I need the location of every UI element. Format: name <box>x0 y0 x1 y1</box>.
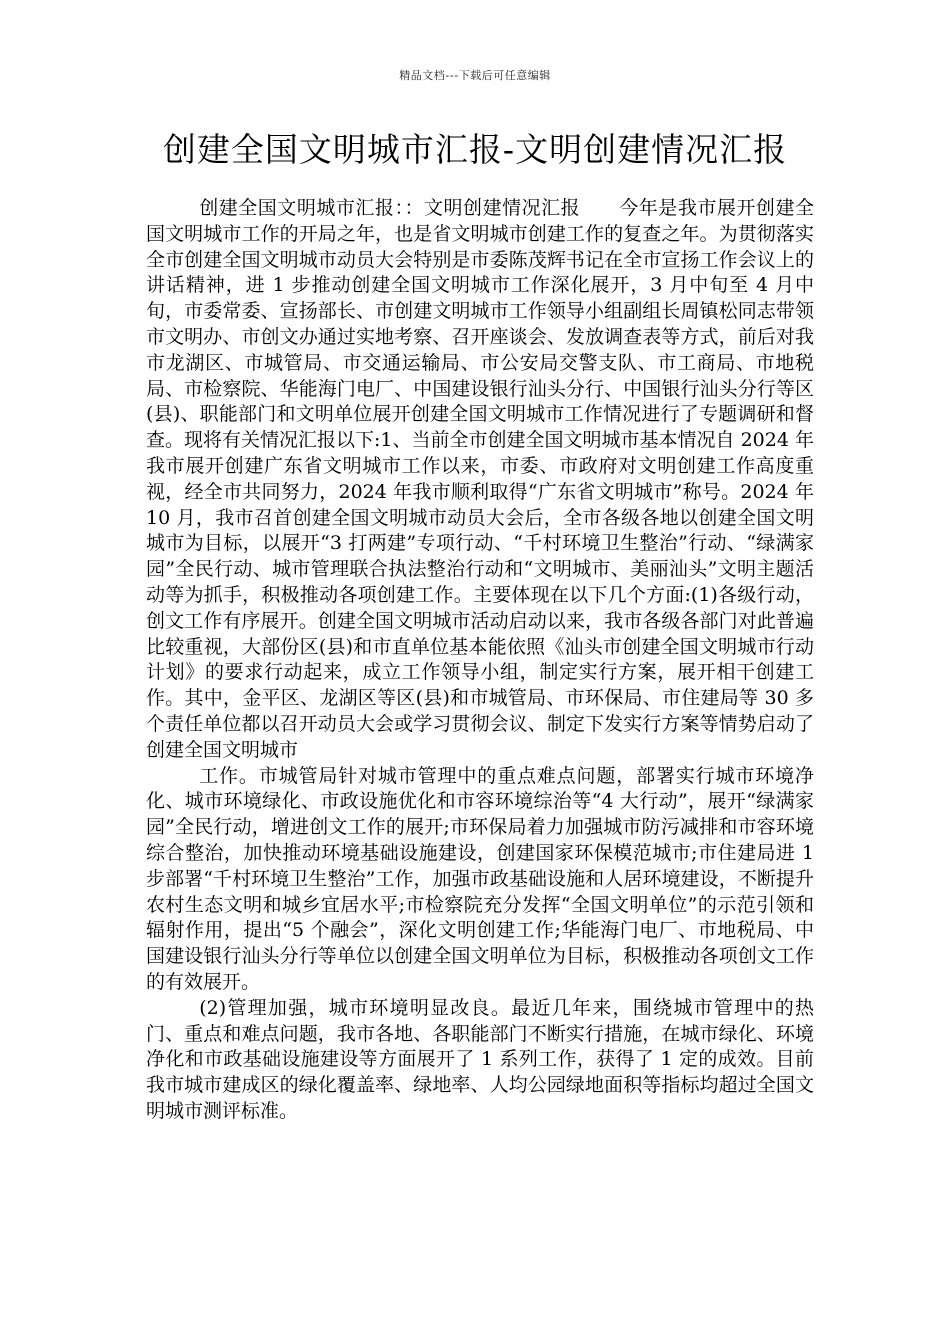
body-paragraph: (2)管理加强，城市环境明显改良。最近几年来，围绕城市管理中的热门、重点和难点问题，我市各地、各职能部门不断实行措施，在城市绿化、环境净化和市政基础设施建设等方面展开了 1 系列工作，获得了 1 定的成效。目前我市城市建成区的绿化覆盖率、绿地率、人均公园绿地面积等指标均超过全国文明城市测评标准。 <box>146 996 814 1122</box>
document-body <box>146 196 814 1125</box>
header-note: 精品文档---下载后可任意编辑 <box>399 69 551 82</box>
body-paragraph: 创建全国文明城市汇报：：文明创建情况汇报 今年是我市展开创建全国文明城市工作的开局之年，也是省文明城市创建工作的复查之年。为贯彻落实全市创建全国文明城市动员大会特别是市委陈茂辉书记在全市宣扬工作会议上的讲话精神，进 1 步推动创建全国文明城市工作深化展开，3 月中旬至 4 月中旬，市委常委、宣扬部长、市创建文明城市工作领导小组副组长周镇松同志带领市文明办、市创文办通过实地考察、召开座谈会、发放调查表等方式，前后对我市龙湖区、市城管局、市交通运输局、市公安局交警支队、市工商局、市地税局、市检察院、华能海门电厂、中国建设银行汕头分行、中国银行汕头分行等区(县)、职能部门和文明单位展开创建全国文明城市工作情况进行了专题调研和督查。现将有关情况汇报以下:1、当前全市创建全国文明城市基本情况自 2024 年我市展开创建广东省文明城市工作以来，市委、市政府对文明创建工作高度重视，经全市共同努力，2024 年我市顺利取得“广东省文明城市”称号。2024 年 10 月，我市召首创建全国文明城市动员大会后，全市各级各地以创建全国文明城市为目标，以展开“3 打两建”专项行动、“千村环境卫生整治”行动、“绿满家园”全民行动、城市管理联合执法整治行动和“文明城市、美丽汕头”文明主题活动等为抓手，积极推动各项创建工作。主要体现在以下几个方面:(1)各级行动，创文工作有序展开。创建全国文明城市活动启动以来，我市各级各部门对此普遍比较重视，大部份区(县)和市直单位基本能依照《汕头市创建全国文明城市行动计划》的要求行动起来，成立工作领导小组，制定实行方案，展开相干创建工作。其中，金平区、龙湖区等区(县)和市城管局、市环保局、市住建局等 30 多个责任单位都以召开动员大会或学习贯彻会议、制定下发实行方案等情势启动了创建全国文明城市 <box>146 197 814 761</box>
body-paragraph: 工作。市城管局针对城市管理中的重点难点问题，部署实行城市环境净化、城市环境绿化、市政设施优化和市容环境综治等“4 大行动”，展开“绿满家园”全民行动，增进创文工作的展开;市环保局着力加强城市防污减排和市容环境综合整治，加快推动环境基础设施建设，创建国家环保模范城市;市住建局进 1 步部署“千村环境卫生整治”工作，加强市政基础设施和人居环境建设，不断提升农村生态文明和城乡宜居水平;市检察院充分发挥“全国文明单位”的示范引领和辐射作用，提出“5 个融会”，深化文明创建工作;华能海门电厂、市地税局、中国建设银行汕头分行等单位以创建全国文明单位为目标，积极推动各项创文工作的有效展开。 <box>146 764 814 993</box>
document-title: 创建全国文明城市汇报-文明创建情况汇报 <box>162 130 788 169</box>
